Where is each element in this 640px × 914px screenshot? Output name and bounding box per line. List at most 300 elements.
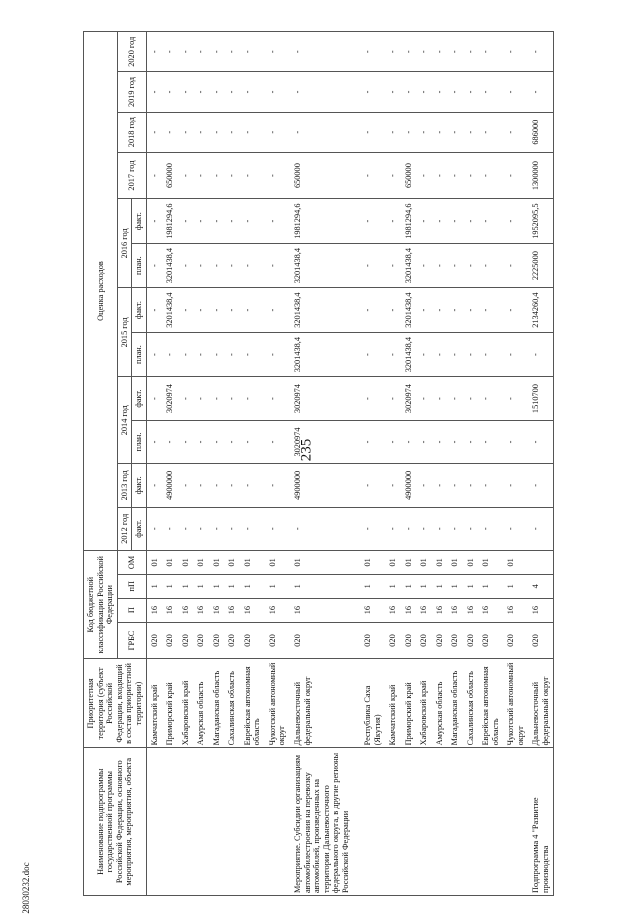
- pp-cell: 1: [146, 574, 162, 598]
- value-cell: -: [360, 288, 385, 332]
- value-cell: -: [447, 507, 463, 550]
- value-cell: 3201438,4: [290, 243, 360, 287]
- page-number: 235: [298, 438, 315, 462]
- value-cell: -: [290, 112, 360, 152]
- om-cell: 01: [401, 550, 417, 574]
- row-territory-cell: Амурская область: [193, 659, 209, 748]
- table-row: [528, 32, 554, 896]
- header-name: Наименование подпрограммы государственной программы Российской Федерации, основного мероприятия, мероприятия, объекта: [84, 748, 147, 896]
- value-cell: -: [360, 243, 385, 287]
- gp-cell: 16: [360, 598, 385, 622]
- row-territory-cell: Дальневосточный федеральный округ: [290, 659, 360, 748]
- value-cell: -: [209, 332, 225, 376]
- value-cell: -: [385, 152, 401, 199]
- value-cell: -: [146, 377, 162, 420]
- value-cell: -: [178, 72, 194, 112]
- table-row: [265, 32, 290, 896]
- grbs-cell: 020: [432, 622, 448, 659]
- table-row: [240, 32, 265, 896]
- value-cell: -: [463, 112, 479, 152]
- value-cell: -: [528, 464, 554, 507]
- grbs-cell: 020: [209, 622, 225, 659]
- header-year-2014: 2014 год: [117, 377, 132, 464]
- header-budget-code: Код бюджетной классификации Российской Федерации: [84, 550, 118, 658]
- om-cell: 01: [290, 550, 360, 574]
- value-cell: -: [162, 32, 178, 72]
- gp-cell: 16: [265, 598, 290, 622]
- value-cell: -: [463, 152, 479, 199]
- value-cell: -: [178, 507, 194, 550]
- value-cell: 1981294,6: [290, 199, 360, 243]
- value-cell: -: [432, 332, 448, 376]
- value-cell: -: [240, 464, 265, 507]
- table-row: [478, 32, 503, 896]
- value-cell: 3201438,4: [290, 288, 360, 332]
- value-cell: -: [401, 507, 417, 550]
- om-cell: 01: [224, 550, 240, 574]
- gp-cell: 16: [416, 598, 432, 622]
- value-cell: 4900000: [290, 464, 360, 507]
- value-cell: -: [178, 332, 194, 376]
- row-territory-cell: Чукотский автономный округ: [265, 659, 290, 748]
- om-cell: 01: [240, 550, 265, 574]
- table-row: [385, 32, 401, 896]
- value-cell: -: [416, 288, 432, 332]
- value-cell: -: [478, 199, 503, 243]
- row-name-cell: [463, 748, 479, 896]
- value-cell: 650000: [162, 152, 178, 199]
- row-name-cell: [432, 748, 448, 896]
- pp-cell: 1: [447, 574, 463, 598]
- value-cell: -: [503, 464, 528, 507]
- value-cell: 3020974: [401, 377, 417, 420]
- value-cell: -: [463, 332, 479, 376]
- value-cell: -: [360, 420, 385, 463]
- pp-cell: 1: [360, 574, 385, 598]
- table-row: [360, 32, 385, 896]
- value-cell: -: [193, 332, 209, 376]
- value-cell: -: [385, 420, 401, 463]
- row-territory-cell: Камчатский край: [385, 659, 401, 748]
- value-cell: -: [240, 288, 265, 332]
- value-cell: -: [224, 332, 240, 376]
- value-cell: -: [503, 72, 528, 112]
- value-cell: -: [193, 199, 209, 243]
- grbs-cell: 020: [528, 622, 554, 659]
- row-name-cell: [401, 748, 417, 896]
- header-om: ОМ: [117, 550, 146, 574]
- row-name-cell: Мероприятие. Субсидии организациям автомобилестроения на перевозку автомобилей, произведенных на территории Дальневосточного федерального округа, в другие регионы Российской Федерации: [290, 748, 360, 896]
- gp-cell: 16: [463, 598, 479, 622]
- row-territory-cell: Приморский край: [162, 659, 178, 748]
- table-header: [84, 32, 147, 896]
- pp-cell: 1: [401, 574, 417, 598]
- value-cell: 650000: [401, 152, 417, 199]
- value-cell: -: [209, 288, 225, 332]
- value-cell: -: [224, 377, 240, 420]
- row-territory-cell: Еврейская автономная область: [240, 659, 265, 748]
- pp-cell: 1: [265, 574, 290, 598]
- value-cell: -: [360, 332, 385, 376]
- gp-cell: 16: [146, 598, 162, 622]
- value-cell: 1510700: [528, 377, 554, 420]
- grbs-cell: 020: [360, 622, 385, 659]
- grbs-cell: 020: [447, 622, 463, 659]
- grbs-cell: 020: [193, 622, 209, 659]
- value-cell: 3201438,4: [162, 243, 178, 287]
- pp-cell: 1: [162, 574, 178, 598]
- value-cell: -: [146, 332, 162, 376]
- value-cell: -: [478, 464, 503, 507]
- row-name-cell: [503, 748, 528, 896]
- gp-cell: 16: [401, 598, 417, 622]
- value-cell: -: [463, 288, 479, 332]
- value-cell: -: [478, 152, 503, 199]
- value-cell: -: [478, 420, 503, 463]
- value-cell: -: [416, 332, 432, 376]
- row-territory-cell: Чукотский автономный округ: [503, 659, 528, 748]
- row-territory-cell: Хабаровский край: [178, 659, 194, 748]
- value-cell: -: [463, 507, 479, 550]
- value-cell: -: [265, 72, 290, 112]
- value-cell: -: [209, 464, 225, 507]
- grbs-cell: 020: [385, 622, 401, 659]
- value-cell: -: [463, 464, 479, 507]
- table-row: [503, 32, 528, 896]
- value-cell: -: [240, 199, 265, 243]
- value-cell: -: [447, 152, 463, 199]
- value-cell: -: [503, 288, 528, 332]
- value-cell: -: [193, 420, 209, 463]
- row-territory-cell: Сахалинская область: [224, 659, 240, 748]
- row-territory-cell: Амурская область: [432, 659, 448, 748]
- value-cell: -: [416, 152, 432, 199]
- value-cell: -: [528, 507, 554, 550]
- value-cell: -: [432, 32, 448, 72]
- value-cell: -: [432, 199, 448, 243]
- value-cell: -: [193, 152, 209, 199]
- pp-cell: 1: [385, 574, 401, 598]
- om-cell: 01: [432, 550, 448, 574]
- value-cell: -: [146, 288, 162, 332]
- value-cell: -: [432, 72, 448, 112]
- value-cell: -: [478, 332, 503, 376]
- value-cell: -: [265, 243, 290, 287]
- value-cell: -: [209, 32, 225, 72]
- header-year-2019: 2019 год: [117, 72, 146, 112]
- row-name-cell: [146, 748, 162, 896]
- row-territory-cell: Еврейская автономная область: [478, 659, 503, 748]
- row-territory-cell: Камчатский край: [146, 659, 162, 748]
- value-cell: 1981294,6: [401, 199, 417, 243]
- value-cell: -: [146, 199, 162, 243]
- header-year-2013: 2013 год: [117, 464, 132, 507]
- value-cell: 3020974: [290, 377, 360, 420]
- value-cell: -: [209, 72, 225, 112]
- value-cell: -: [385, 332, 401, 376]
- value-cell: 3201438,4: [401, 243, 417, 287]
- value-cell: -: [528, 420, 554, 463]
- value-cell: -: [240, 332, 265, 376]
- value-cell: -: [432, 420, 448, 463]
- footer-filename: [16, 862, 36, 914]
- value-cell: -: [265, 464, 290, 507]
- value-cell: -: [503, 507, 528, 550]
- row-name-cell: [478, 748, 503, 896]
- row-territory-cell: Магаданская область: [209, 659, 225, 748]
- pp-cell: 1: [463, 574, 479, 598]
- row-name-cell: [224, 748, 240, 896]
- gp-cell: 16: [290, 598, 360, 622]
- pp-cell: 1: [209, 574, 225, 598]
- grbs-cell: 020: [162, 622, 178, 659]
- gp-cell: 16: [224, 598, 240, 622]
- value-cell: -: [416, 377, 432, 420]
- value-cell: -: [178, 243, 194, 287]
- row-name-cell: [416, 748, 432, 896]
- footer-filename-text: 28030232.doc: [21, 862, 31, 914]
- row-territory-cell: Дальневосточный федеральный округ: [528, 659, 554, 748]
- pp-cell: 1: [224, 574, 240, 598]
- value-cell: -: [447, 464, 463, 507]
- table-row: [162, 32, 178, 896]
- value-cell: -: [240, 72, 265, 112]
- row-name-cell: [265, 748, 290, 896]
- value-cell: -: [209, 243, 225, 287]
- pp-cell: 1: [240, 574, 265, 598]
- value-cell: -: [146, 507, 162, 550]
- value-cell: -: [224, 112, 240, 152]
- table-body: [146, 32, 554, 896]
- value-cell: -: [416, 112, 432, 152]
- grbs-cell: 020: [146, 622, 162, 659]
- table-row: [447, 32, 463, 896]
- value-cell: -: [447, 420, 463, 463]
- value-cell: -: [209, 152, 225, 199]
- value-cell: 4900000: [401, 464, 417, 507]
- gp-cell: 16: [447, 598, 463, 622]
- value-cell: 686000: [528, 112, 554, 152]
- header-year-2015: 2015 год: [117, 288, 132, 377]
- value-cell: -: [432, 152, 448, 199]
- value-cell: -: [360, 464, 385, 507]
- value-cell: -: [463, 420, 479, 463]
- value-cell: -: [360, 507, 385, 550]
- gp-cell: 16: [162, 598, 178, 622]
- value-cell: -: [463, 243, 479, 287]
- pp-cell: 1: [478, 574, 503, 598]
- value-cell: -: [432, 112, 448, 152]
- value-cell: -: [162, 332, 178, 376]
- value-cell: -: [224, 72, 240, 112]
- value-cell: -: [385, 112, 401, 152]
- row-name-cell: Подпрограмма 4 "Развитие производства: [528, 748, 554, 896]
- header-plan-2015: план.: [132, 332, 147, 376]
- value-cell: -: [447, 72, 463, 112]
- value-cell: -: [478, 32, 503, 72]
- row-name-cell: [209, 748, 225, 896]
- value-cell: -: [146, 32, 162, 72]
- value-cell: 3020974: [162, 377, 178, 420]
- value-cell: -: [162, 420, 178, 463]
- value-cell: -: [178, 377, 194, 420]
- table-row: [432, 32, 448, 896]
- gp-cell: 16: [478, 598, 503, 622]
- header-fact-2012: факт.: [132, 507, 147, 550]
- value-cell: -: [265, 112, 290, 152]
- om-cell: [528, 550, 554, 574]
- row-territory-cell: Хабаровский край: [416, 659, 432, 748]
- value-cell: -: [478, 377, 503, 420]
- om-cell: 01: [178, 550, 194, 574]
- value-cell: -: [193, 243, 209, 287]
- header-fact-2014: факт.: [132, 377, 147, 420]
- value-cell: -: [265, 377, 290, 420]
- om-cell: 01: [463, 550, 479, 574]
- value-cell: -: [178, 152, 194, 199]
- table-row: [416, 32, 432, 896]
- value-cell: -: [432, 377, 448, 420]
- value-cell: -: [432, 288, 448, 332]
- value-cell: -: [463, 72, 479, 112]
- grbs-cell: 020: [290, 622, 360, 659]
- value-cell: -: [240, 377, 265, 420]
- expense-table-container: [83, 31, 640, 896]
- gp-cell: 16: [193, 598, 209, 622]
- value-cell: -: [224, 288, 240, 332]
- header-territory: Приоритетная территория (субъект Российской Федерации, входящий в состав приоритетной территории): [84, 659, 147, 748]
- value-cell: -: [503, 32, 528, 72]
- value-cell: -: [209, 199, 225, 243]
- value-cell: -: [193, 464, 209, 507]
- value-cell: -: [528, 72, 554, 112]
- value-cell: -: [193, 377, 209, 420]
- pp-cell: 4: [528, 574, 554, 598]
- value-cell: -: [432, 464, 448, 507]
- value-cell: -: [193, 288, 209, 332]
- value-cell: -: [193, 507, 209, 550]
- expense-table: [83, 31, 554, 896]
- value-cell: 1952095,5: [528, 199, 554, 243]
- value-cell: -: [385, 288, 401, 332]
- header-pp: пП: [117, 574, 146, 598]
- value-cell: -: [385, 243, 401, 287]
- value-cell: -: [224, 464, 240, 507]
- value-cell: -: [416, 507, 432, 550]
- value-cell: -: [178, 112, 194, 152]
- value-cell: -: [265, 152, 290, 199]
- value-cell: -: [162, 112, 178, 152]
- gp-cell: 16: [432, 598, 448, 622]
- value-cell: -: [503, 199, 528, 243]
- value-cell: 1981294,6: [162, 199, 178, 243]
- value-cell: -: [224, 199, 240, 243]
- row-territory-cell: Сахалинская область: [463, 659, 479, 748]
- value-cell: -: [240, 152, 265, 199]
- grbs-cell: 020: [503, 622, 528, 659]
- value-cell: -: [178, 32, 194, 72]
- row-territory-cell: Приморский край: [401, 659, 417, 748]
- value-cell: -: [240, 243, 265, 287]
- grbs-cell: 020: [240, 622, 265, 659]
- value-cell: -: [224, 420, 240, 463]
- value-cell: -: [447, 243, 463, 287]
- grbs-cell: 020: [224, 622, 240, 659]
- pp-cell: 1: [193, 574, 209, 598]
- value-cell: -: [146, 72, 162, 112]
- value-cell: 2134260,4: [528, 288, 554, 332]
- value-cell: -: [224, 152, 240, 199]
- value-cell: -: [178, 464, 194, 507]
- value-cell: 4900000: [162, 464, 178, 507]
- value-cell: -: [265, 199, 290, 243]
- value-cell: -: [416, 32, 432, 72]
- value-cell: -: [401, 112, 417, 152]
- value-cell: 3201438,4: [401, 332, 417, 376]
- pp-cell: 1: [416, 574, 432, 598]
- value-cell: -: [385, 507, 401, 550]
- value-cell: -: [401, 72, 417, 112]
- value-cell: -: [265, 507, 290, 550]
- value-cell: -: [478, 72, 503, 112]
- value-cell: -: [162, 507, 178, 550]
- table-row: [209, 32, 225, 896]
- header-year-2012: 2012 год: [117, 507, 132, 550]
- value-cell: -: [146, 464, 162, 507]
- gp-cell: 16: [503, 598, 528, 622]
- value-cell: -: [224, 507, 240, 550]
- row-name-cell: [178, 748, 194, 896]
- value-cell: -: [360, 199, 385, 243]
- value-cell: -: [385, 377, 401, 420]
- gp-cell: 16: [178, 598, 194, 622]
- grbs-cell: 020: [401, 622, 417, 659]
- value-cell: -: [360, 152, 385, 199]
- value-cell: -: [265, 32, 290, 72]
- value-cell: -: [447, 199, 463, 243]
- table-row: [224, 32, 240, 896]
- value-cell: -: [432, 507, 448, 550]
- value-cell: -: [416, 420, 432, 463]
- value-cell: -: [416, 464, 432, 507]
- value-cell: -: [360, 72, 385, 112]
- value-cell: -: [240, 507, 265, 550]
- value-cell: -: [503, 420, 528, 463]
- value-cell: -: [528, 32, 554, 72]
- value-cell: -: [240, 420, 265, 463]
- gp-cell: 16: [240, 598, 265, 622]
- om-cell: 01: [416, 550, 432, 574]
- header-fact-2013: факт.: [132, 464, 147, 507]
- om-cell: 01: [265, 550, 290, 574]
- value-cell: -: [503, 377, 528, 420]
- value-cell: -: [193, 72, 209, 112]
- value-cell: -: [463, 32, 479, 72]
- value-cell: -: [265, 420, 290, 463]
- value-cell: -: [265, 288, 290, 332]
- value-cell: -: [209, 420, 225, 463]
- value-cell: -: [447, 332, 463, 376]
- value-cell: -: [178, 288, 194, 332]
- value-cell: -: [385, 72, 401, 112]
- header-fact-2016: факт.: [132, 199, 147, 243]
- value-cell: -: [447, 112, 463, 152]
- row-name-cell: [193, 748, 209, 896]
- om-cell: 01: [209, 550, 225, 574]
- value-cell: -: [290, 72, 360, 112]
- value-cell: -: [240, 32, 265, 72]
- om-cell: 01: [478, 550, 503, 574]
